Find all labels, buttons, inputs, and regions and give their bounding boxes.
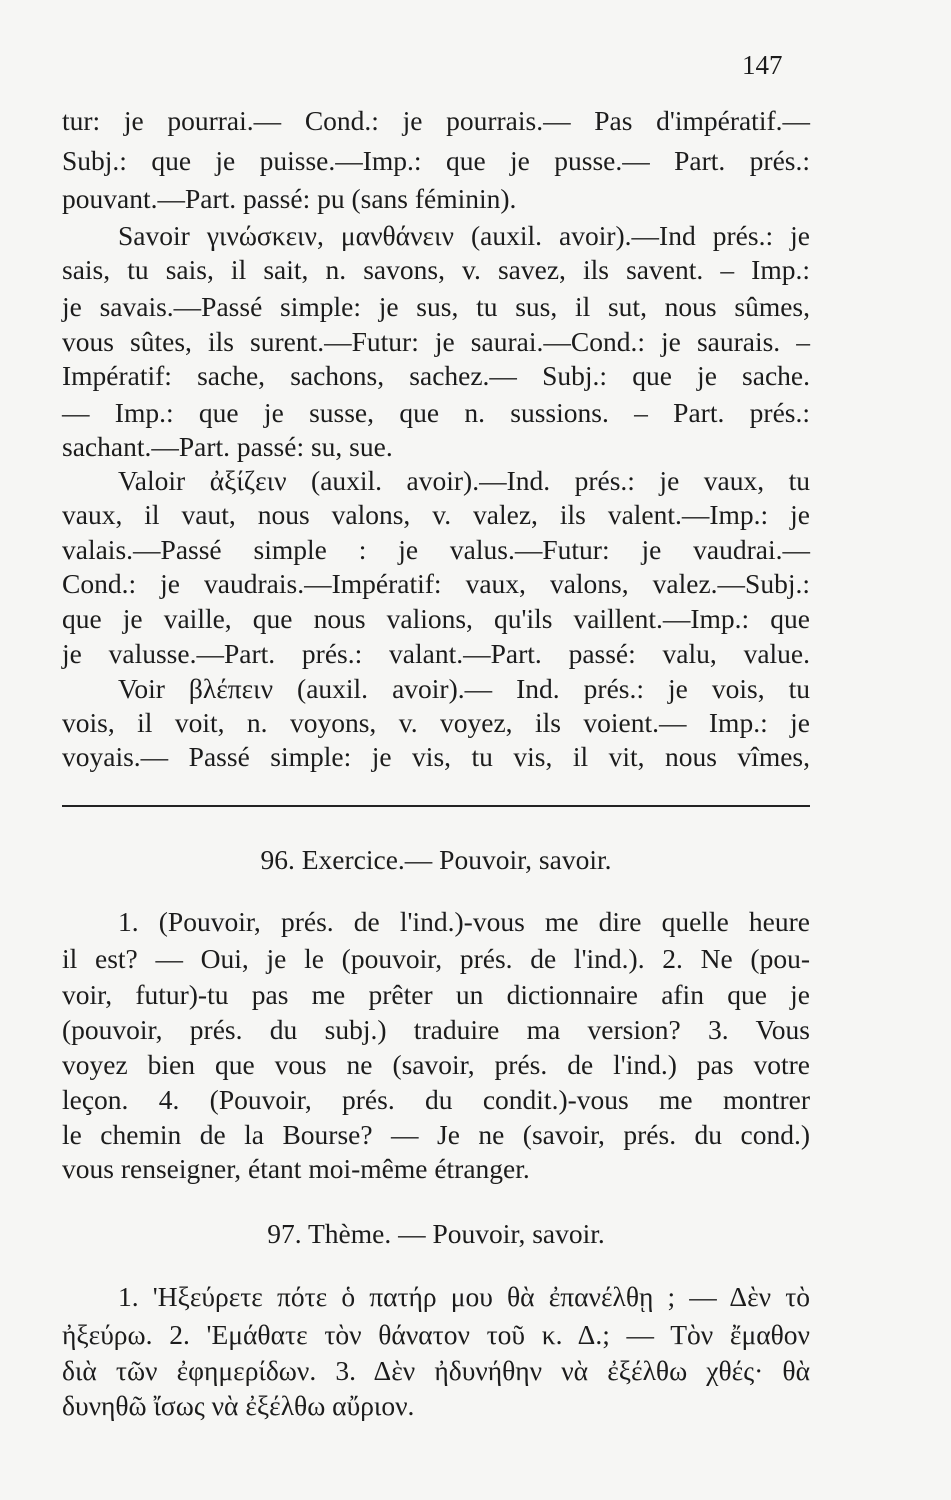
theme-heading: 97. Thème. — Pouvoir, savoir. xyxy=(267,1218,605,1249)
conj-line-15: que je vaille, que nous valions, qu'ils vaillent.—Imp.: que xyxy=(62,603,810,634)
conj-line-6: je savais.—Passé simple: je sus, tu sus, il sut, nous sûmes, xyxy=(62,291,810,322)
conj-line-19: voyais.— Passé simple: je vis, tu vis, il vit, nous vîmes, xyxy=(62,741,810,772)
theme-line-1: 1. 'Ηξεύρετε πότε ὁ πατήρ μου θὰ ἐπανέλθῃ ; — Δὲν τὸ xyxy=(118,1281,810,1312)
conj-line-5: sais, tu sais, il sait, n. savons, v. savez, ils savent. – Imp.: xyxy=(62,254,810,285)
conj-line-2: Subj.: que je puisse.—Imp.: que je pusse.— Part. prés.: xyxy=(62,145,810,176)
exercise-heading: 96. Exercice.— Pouvoir, savoir. xyxy=(260,844,612,875)
theme-line-2: ἠξεύρω. 2. 'Εμάθατε τὸν θάνατον τοῦ κ. Δ.; — Τὸν ἔμαθον xyxy=(62,1319,810,1350)
conj-line-14: Cond.: je vaudrais.—Impératif: vaux, valons, valez.—Subj.: xyxy=(62,568,810,599)
conj-line-10: sachant.—Part. passé: su, sue. xyxy=(62,431,393,462)
conj-line-16: je valusse.—Part. prés.: valant.—Part. passé: valu, value. xyxy=(62,638,810,669)
conj-line-8: Impératif: sache, sachons, sachez.— Subj.: que je sache. xyxy=(62,360,810,391)
ex-line-3: voir, futur)-tu pas me prêter un dictionnaire afin que je xyxy=(62,979,810,1010)
conj-line-13: valais.—Passé simple : je valus.—Futur: je vaudrai.— xyxy=(62,534,810,565)
ex-line-4: (pouvoir, prés. du subj.) traduire ma version? 3. Vous xyxy=(62,1014,810,1045)
theme-line-3: διὰ τῶν ἐφημερίδων. 3. Δὲν ἠδυνήθην νὰ ἐξέλθω χθές· θὰ xyxy=(62,1355,810,1386)
conj-line-12: vaux, il vaut, nous valons, v. valez, ils valent.—Imp.: je xyxy=(62,499,810,530)
ex-line-8: vous renseigner, étant moi-même étranger. xyxy=(62,1153,530,1184)
conj-line-3: pouvant.—Part. passé: pu (sans féminin). xyxy=(62,183,517,214)
ex-line-2: il est? — Oui, je le (pouvoir, prés. de l'ind.). 2. Ne (pou- xyxy=(62,943,810,974)
conj-line-1: tur: je pourrai.— Cond.: je pourrais.— Pas d'impératif.— xyxy=(62,105,810,136)
theme-line-4: δυνηθῶ ἴσως νὰ ἐξέλθω αὔριον. xyxy=(62,1390,415,1421)
conj-line-voir: Voir βλέπειν (auxil. avoir).— Ind. prés.: je vois, tu xyxy=(118,673,810,704)
ex-line-6: leçon. 4. (Pouvoir, prés. du condit.)-vous me montrer xyxy=(62,1084,810,1115)
conj-line-18: vois, il voit, n. voyons, v. voyez, ils voient.— Imp.: je xyxy=(62,707,810,738)
ex-line-1: 1. (Pouvoir, prés. de l'ind.)-vous me dire quelle heure xyxy=(118,906,810,937)
ex-line-5: voyez bien que vous ne (savoir, prés. de l'ind.) pas votre xyxy=(62,1049,810,1080)
conj-line-valoir: Valoir ἀξίζειν (auxil. avoir).—Ind. prés.: je vaux, tu xyxy=(118,465,810,496)
page-number: 147 xyxy=(742,50,783,80)
conj-line-9: — Imp.: que je susse, que n. sussions. – Part. prés.: xyxy=(62,397,810,428)
section-divider xyxy=(62,805,810,807)
conj-line-savoir: Savoir γινώσκειν, μανθάνειν (auxil. avoir).—Ind prés.: je xyxy=(118,220,810,251)
ex-line-7: le chemin de la Bourse? — Je ne (savoir, prés. du cond.) xyxy=(62,1119,810,1150)
conj-line-7: vous sûtes, ils surent.—Futur: je saurai.—Cond.: je saurais. – xyxy=(62,326,810,357)
